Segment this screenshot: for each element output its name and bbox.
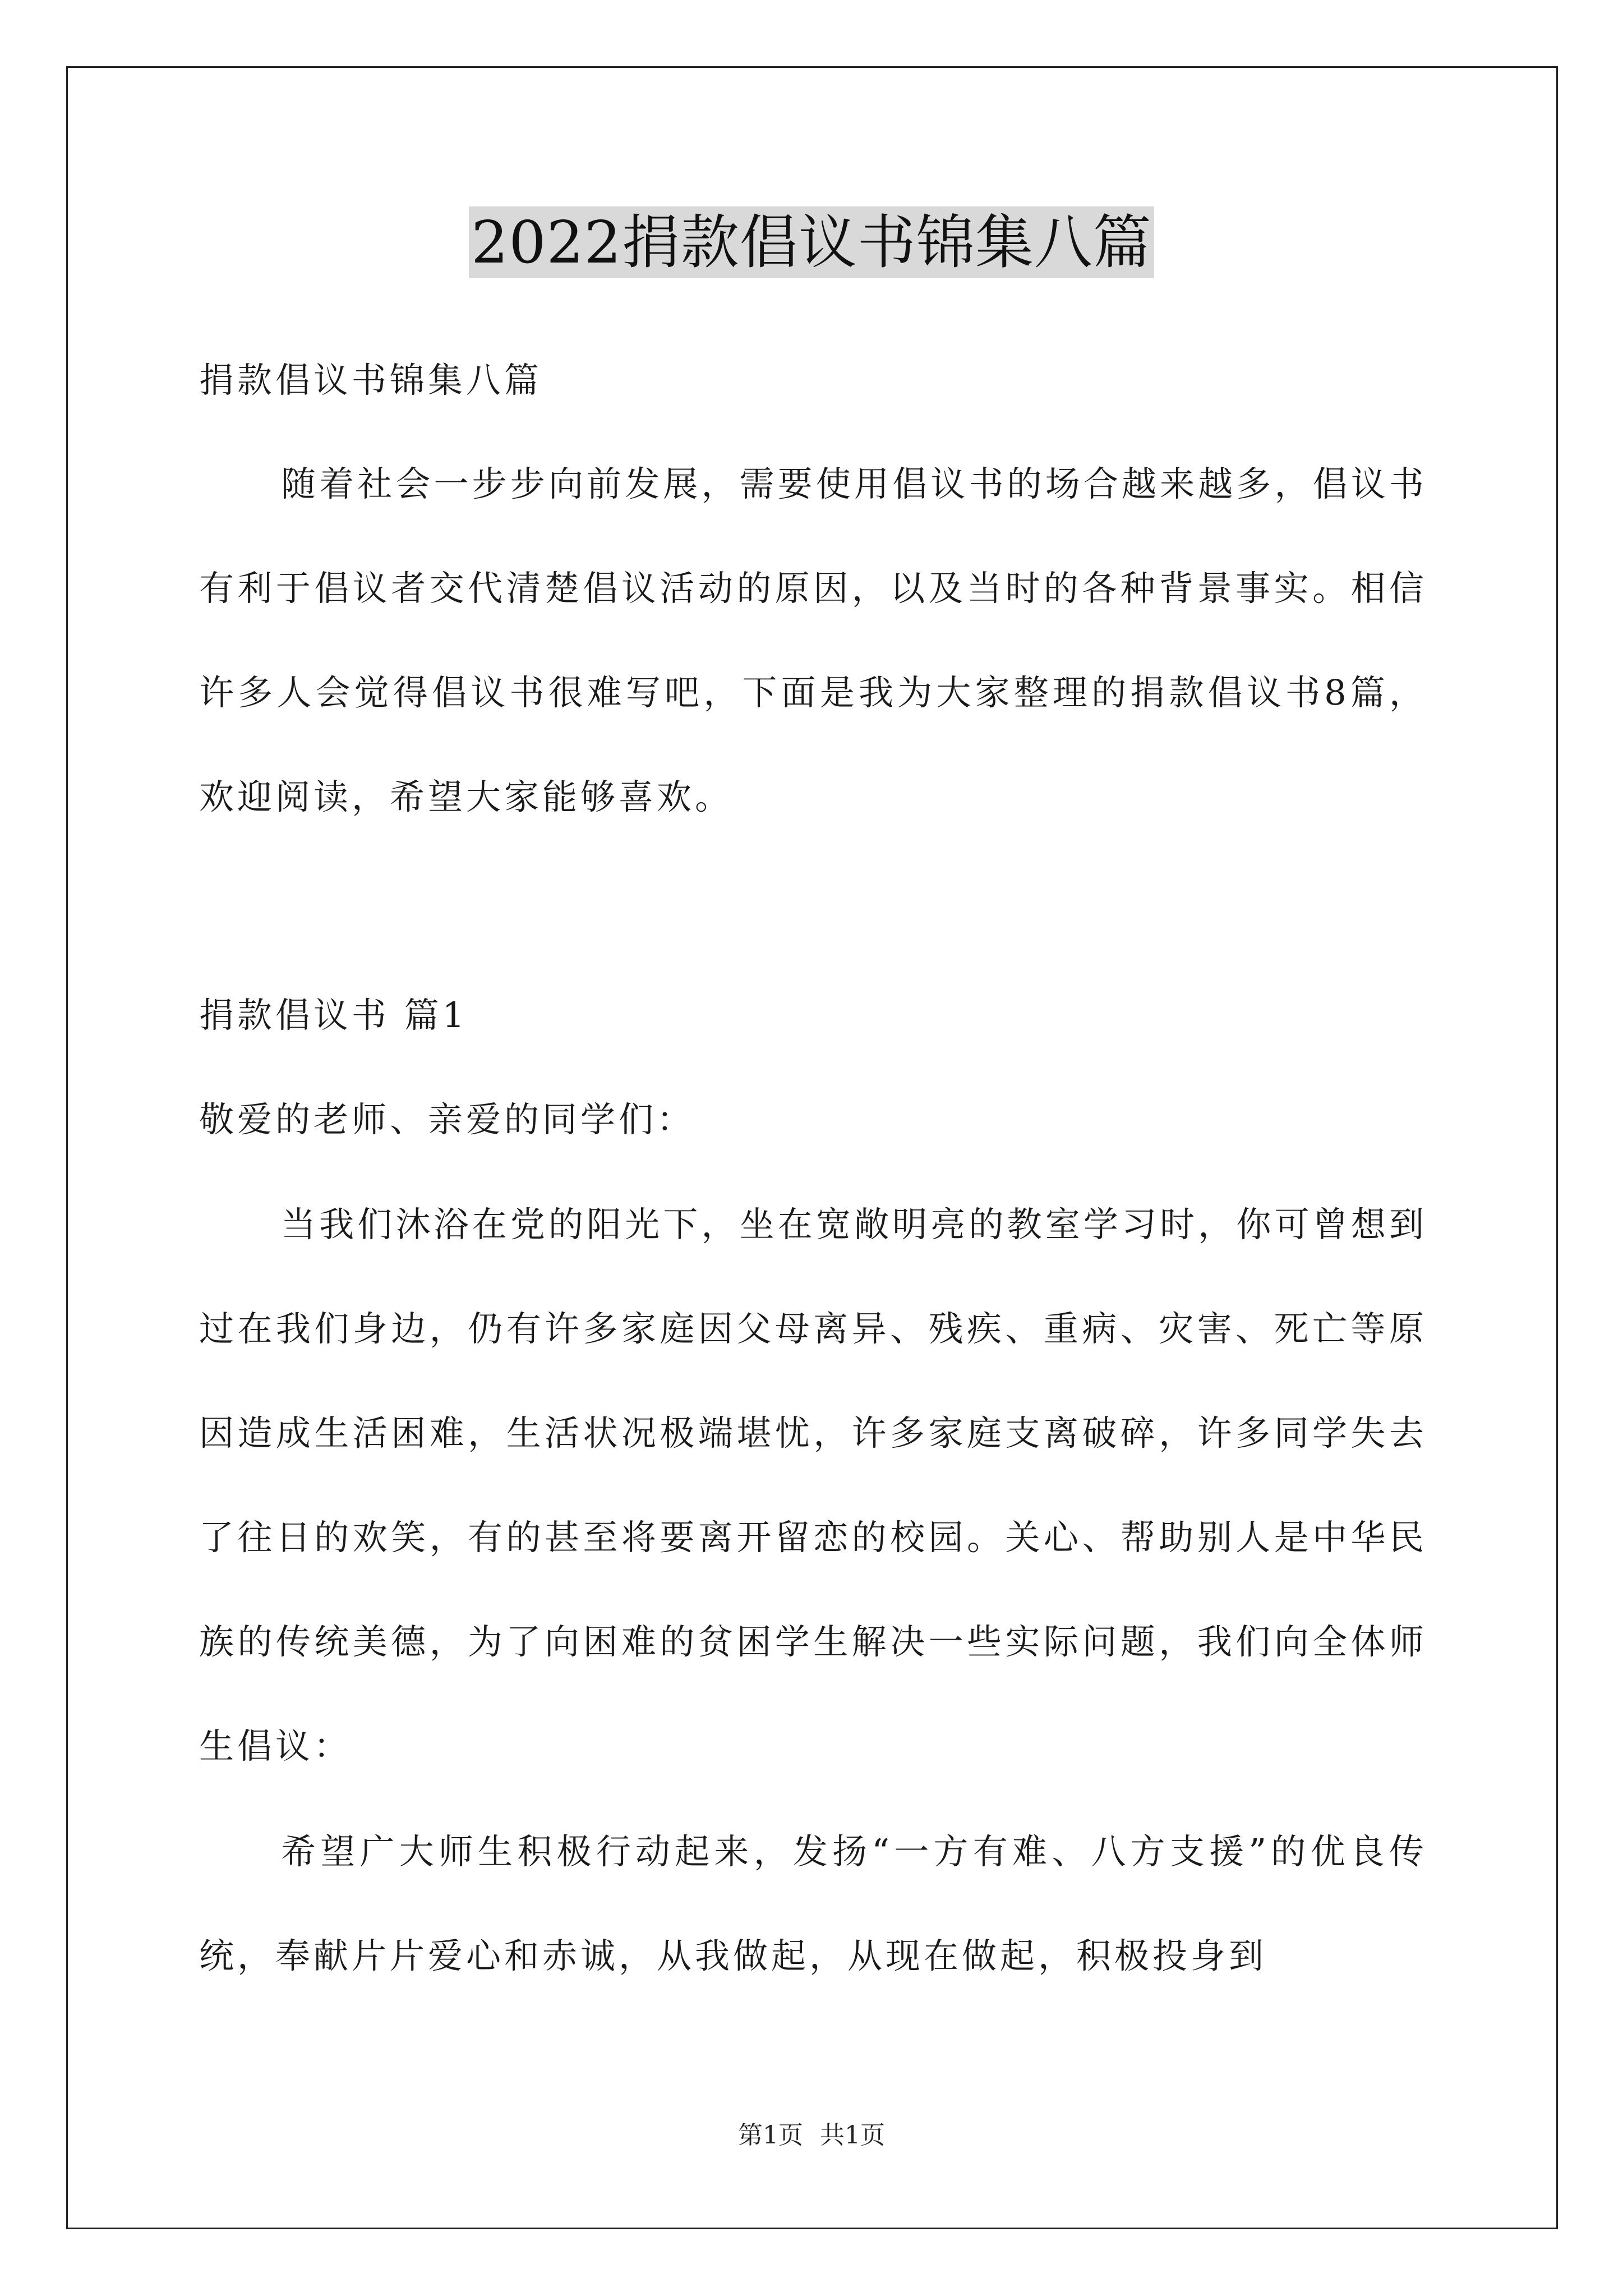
salutation: 敬爱的老师、亲爱的同学们： <box>199 1099 695 1140</box>
page-number-current: 第1页 <box>738 2121 803 2150</box>
body-block-1 <box>199 1172 1427 1798</box>
title-container <box>0 206 1623 278</box>
document-title: 2022捐款倡议书锦集八篇 <box>469 206 1154 278</box>
body-paragraph-2: 希望广大师生积极行动起来，发扬“一方有难、八方支援”的优良传统，奉献片片爱心和赤诚，从我做起，从现在做起，积极投身到 <box>199 1831 1427 1976</box>
page-number-total: 共1页 <box>820 2121 885 2150</box>
document-subtitle: 捐款倡议书锦集八篇 <box>199 360 543 401</box>
page-footer <box>0 2115 1623 2151</box>
intro-block <box>199 432 1427 849</box>
body-paragraph-1: 当我们沐浴在党的阳光下，坐在宽敞明亮的教室学习时，你可曾想到过在我们身边，仍有许多家庭因父母离异、残疾、重病、灾害、死亡等原因造成生活困难，生活状况极端堪忧，许多家庭支离破碎，许多同学失去了往日的欢笑，有的甚至将要离开留恋的校园。关心、帮助别人是中华民族的传统美德，为了向困难的贫困学生解决一些实际问题，我们向全体师生倡议： <box>199 1204 1427 1766</box>
body-block-2 <box>199 1800 1427 2008</box>
intro-paragraph: 随着社会一步步向前发展，需要使用倡议书的场合越来越多，倡议书有利于倡议者交代清楚倡议活动的原因，以及当时的各种背景事实。相信许多人会觉得倡议书很难写吧，下面是我为大家整理的捐款倡议书8篇，欢迎阅读，希望大家能够喜欢。 <box>199 463 1427 817</box>
section-heading: 捐款倡议书 篇1 <box>199 995 468 1036</box>
